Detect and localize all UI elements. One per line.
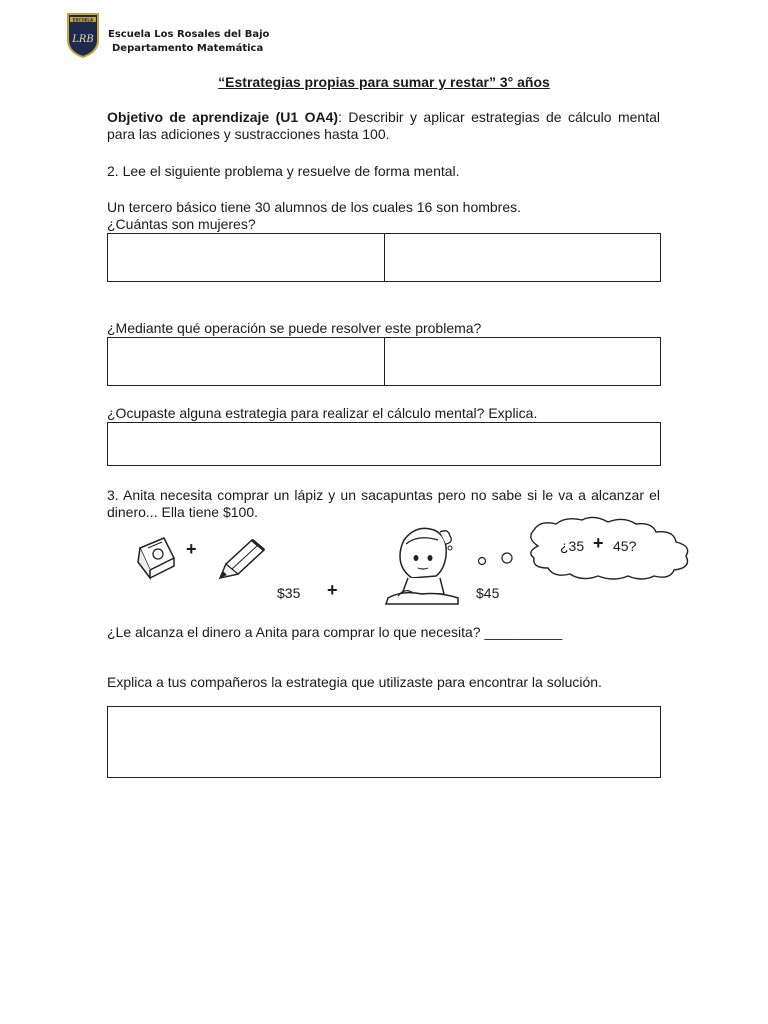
svg-text:ESCUELA: ESCUELA — [72, 17, 94, 23]
girl-thinking-illustration — [382, 522, 464, 606]
school-crest-logo — [66, 12, 100, 58]
plus-sign-1: + — [186, 539, 197, 559]
q2-problem-line2: ¿Cuántas son mujeres? — [107, 216, 256, 232]
learning-objective — [107, 109, 660, 143]
school-name: Escuela Los Rosales del Bajo — [108, 29, 270, 40]
objective-label: Objetivo de aprendizaje (U1 OA4) — [107, 109, 339, 125]
q2-operation-question: ¿Mediante qué operación se puede resolver este problema? — [107, 320, 482, 336]
thought-text-b: 45? — [613, 538, 637, 554]
q3-explain-prompt: Explica a tus compañeros la estrategia que utilizaste para encontrar la solución. — [107, 674, 602, 690]
price-pencil: $45 — [476, 585, 500, 601]
answer-box-women[interactable] — [107, 233, 661, 282]
q3-problem-text: 3. Anita necesita comprar un lápiz y un sacapuntas pero no sabe si le va a alcanzar el dinero... Ella tiene $100. — [107, 487, 660, 520]
svg-text:LRB: LRB — [72, 34, 94, 45]
plus-sign-2: + — [327, 580, 338, 600]
answer-box-operation[interactable] — [107, 337, 661, 386]
thought-text-a: ¿35 — [560, 538, 585, 554]
objective-text: : Describir y aplicar estrategias de cálculo mental para las adiciones y sustracciones hasta 100. — [107, 109, 661, 142]
q2-strategy-question: ¿Ocupaste alguna estrategia para realizar el cálculo mental? Explica. — [107, 405, 538, 421]
sharpener-icon — [134, 534, 178, 580]
thought-plus: + — [593, 533, 604, 553]
answer-box-explanation[interactable] — [107, 706, 661, 778]
q2-problem-line1: Un tercero básico tiene 30 alumnos de los cuales 16 son hombres. — [107, 199, 522, 215]
page-title: “Estrategias propias para sumar y restar” 3° años — [218, 74, 550, 90]
q3-money-question: ¿Le alcanza el dinero a Anita para comprar lo que necesita? __________ — [107, 624, 563, 640]
department-name: Departamento Matemática — [112, 43, 264, 54]
thought-bubble-icon — [476, 516, 696, 582]
price-sharpener: $35 — [277, 585, 301, 601]
answer-box-strategy[interactable] — [107, 422, 661, 466]
q2-instruction: 2. Lee el siguiente problema y resuelve de forma mental. — [107, 163, 460, 179]
pencil-icon — [216, 536, 268, 582]
